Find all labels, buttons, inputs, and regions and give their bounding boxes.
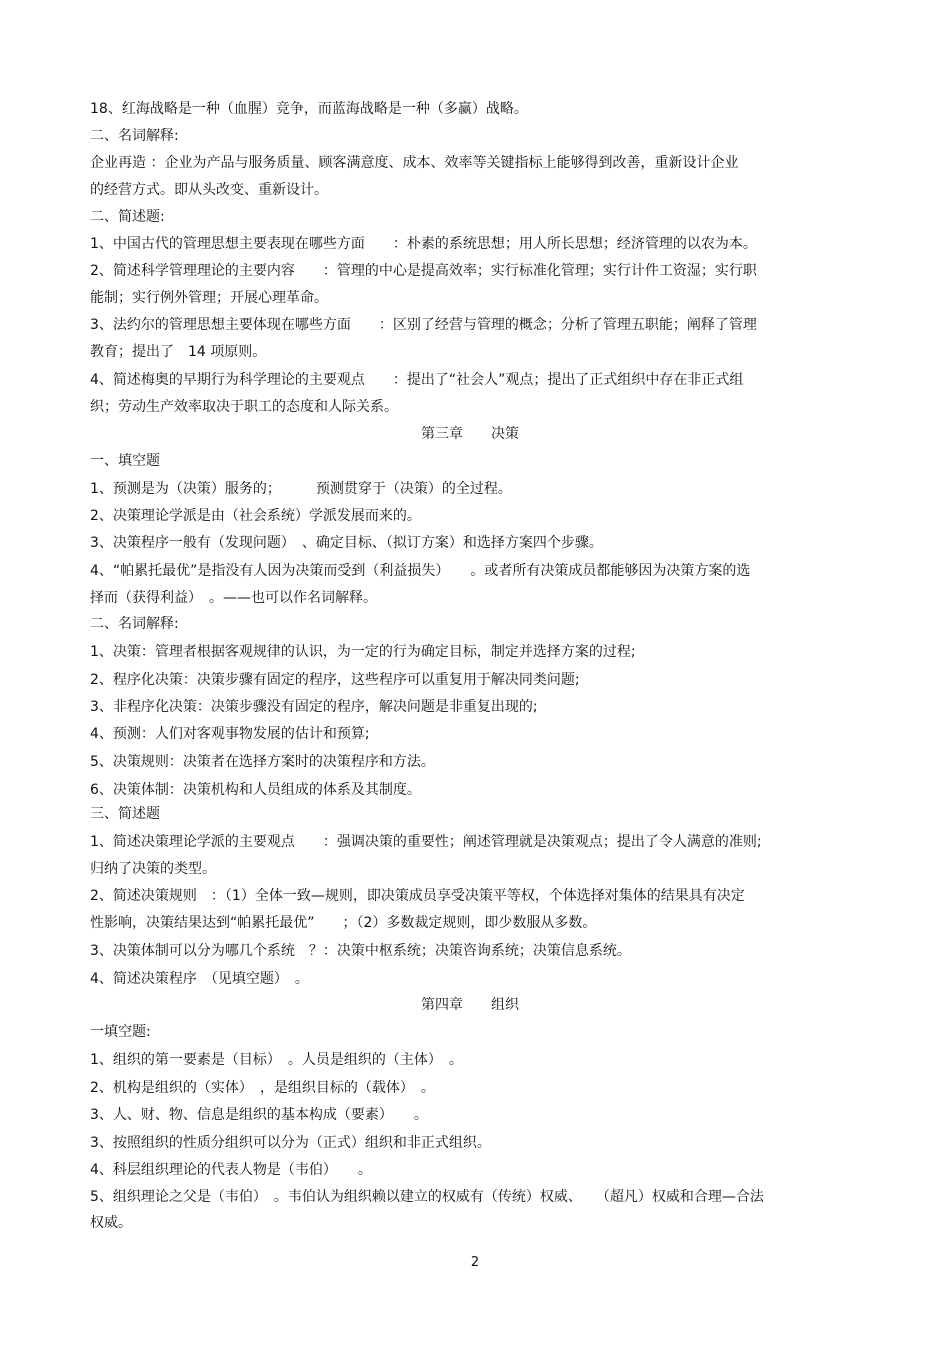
text-line: 教育；提出了 14 项原则。 — [90, 344, 267, 360]
section-heading: 一、填空题 — [90, 453, 160, 469]
section-heading: 一填空题: — [90, 1024, 151, 1040]
text-line: 1、预测是为（决策）服务的； 预测贯穿于（决策）的全过程。 — [90, 481, 512, 497]
text-line: 4、简述梅奥的早期行为科学理论的主要观点 ：提出了“社会人”观点；提出了正式组织中存在非正式组 — [90, 372, 744, 388]
text-line: 4、简述决策程序 （见填空题） 。 — [90, 971, 309, 987]
text-line: 4、科层组织理论的代表人物是（韦伯） 。 — [90, 1162, 372, 1178]
text-line: 3、法约尔的管理思想主要体现在哪些方面 ：区别了经营与管理的概念；分析了管理五职能；阐释了管理 — [90, 317, 757, 333]
text-line: 4、“帕累托最优”是指没有人因为决策而受到（利益损失） 。或者所有决策成员都能够因为决策方案的选 — [90, 563, 751, 579]
text-line: 1、简述决策理论学派的主要观点 ：强调决策的重要性；阐述管理就是决策观点；提出了令人满意的准则; — [90, 834, 762, 850]
text-line: 6、决策体制：决策机构和人员组成的体系及其制度。 — [90, 782, 421, 798]
section-heading: 三、简述题 — [90, 806, 160, 822]
text-line: 权威。 — [90, 1215, 132, 1231]
text-line: 织；劳动生产效率取决于职工的态度和人际关系。 — [90, 399, 398, 415]
chapter-title: 第三章 决策 — [421, 426, 519, 442]
section-heading: 二、名词解释: — [90, 128, 179, 144]
text-line: 企业再造 ：企业为产品与服务质量、顾客满意度、成本、效率等关键指标上能够得到改善，重新设计企业 — [90, 155, 739, 171]
text-line: 性影响，决策结果达到“帕累托最优” ；（2）多数裁定规则，即少数服从多数。 — [90, 915, 597, 931]
text-line: 3、决策程序一般有（发现问题） 、确定目标、（拟订方案）和选择方案四个步骤。 — [90, 535, 603, 551]
section-heading: 二、名词解释: — [90, 616, 179, 632]
chapter-title: 第四章 组织 — [421, 997, 519, 1013]
text-line: 1、决策：管理者根据客观规律的认识，为一定的行为确定目标，制定并选择方案的过程; — [90, 644, 636, 660]
section-heading: 二、简述题: — [90, 209, 165, 225]
text-line: 3、人、财、物、信息是组织的基本构成（要素） 。 — [90, 1107, 428, 1123]
text-line: 2、机构是组织的（实体） ，是组织目标的（载体） 。 — [90, 1080, 435, 1096]
text-line: 18、红海战略是一种（血腥）竞争，而蓝海战略是一种（多赢）战略。 — [90, 101, 528, 117]
page-number: 2 — [470, 1255, 480, 1270]
text-line: 择而（获得利益） 。——也可以作名词解释。 — [90, 590, 377, 606]
text-line: 3、按照组织的性质分组织可以分为（正式）组织和非正式组织。 — [90, 1135, 491, 1151]
text-line: 3、非程序化决策：决策步骤没有固定的程序，解决问题是非重复出现的; — [90, 699, 538, 715]
text-line: 5、决策规则：决策者在选择方案时的决策程序和方法。 — [90, 754, 435, 770]
text-line: 1、中国古代的管理思想主要表现在哪些方面 ：朴素的系统思想；用人所长思想；经济管理的以农为本。 — [90, 236, 757, 252]
text-line: 5、组织理论之父是（韦伯） 。韦伯认为组织赖以建立的权威有（传统）权威、 （超凡）权威和合理—合法 — [90, 1189, 764, 1205]
text-line: 归纳了决策的类型。 — [90, 861, 216, 877]
text-line: 1、组织的第一要素是（目标） 。人员是组织的（主体） 。 — [90, 1052, 463, 1068]
text-line: 3、决策体制可以分为哪几个系统 ？：决策中枢系统；决策咨询系统；决策信息系统。 — [90, 943, 631, 959]
text-line: 2、简述决策规则 ：（1）全体一致—规则，即决策成员享受决策平等权，个体选择对集体的结果具有决定 — [90, 888, 745, 904]
text-line: 2、程序化决策：决策步骤有固定的程序，这些程序可以重复用于解决同类问题; — [90, 672, 580, 688]
text-line: 的经营方式。即从头改变、重新设计。 — [90, 182, 328, 198]
text-line: 4、预测：人们对客观事物发展的估计和预算; — [90, 726, 370, 742]
text-line: 能制；实行例外管理；开展心理革命。 — [90, 290, 328, 306]
text-line: 2、简述科学管理理论的主要内容 ：管理的中心是提高效率；实行标准化管理；实行计件工资湿；实行职 — [90, 263, 757, 279]
text-line: 2、决策理论学派是由（社会系统）学派发展而来的。 — [90, 508, 421, 524]
